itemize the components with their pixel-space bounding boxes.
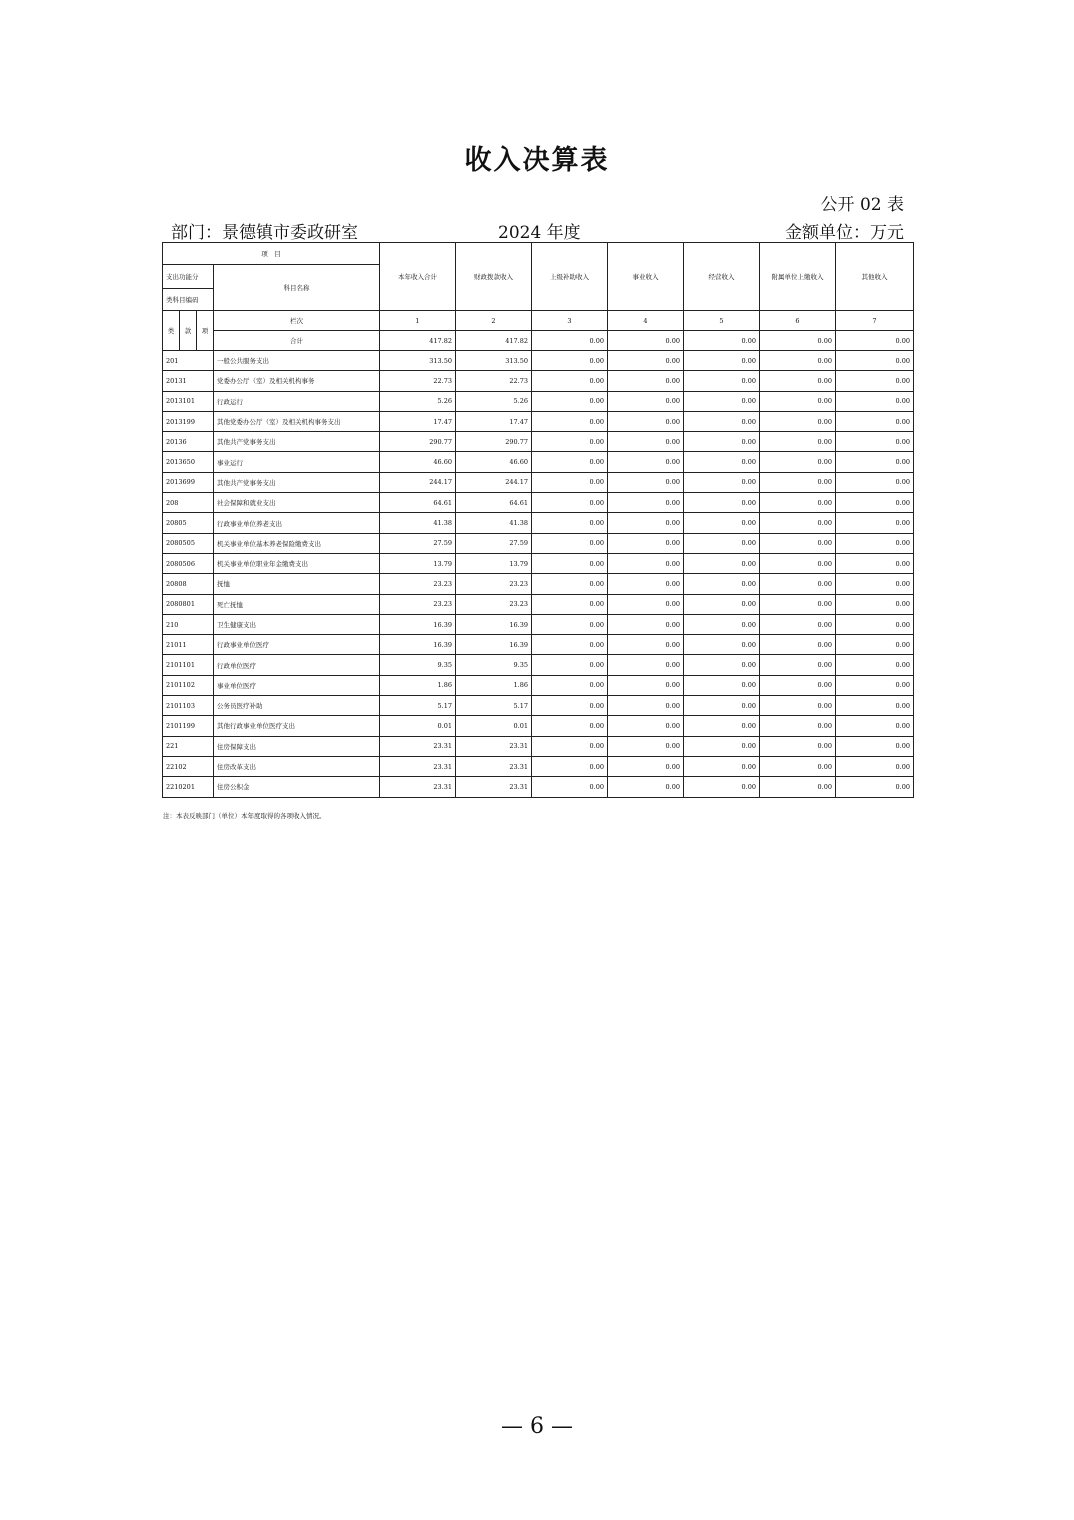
col-number: 4 (608, 311, 684, 331)
amount-cell: 0.00 (760, 472, 836, 492)
amount-cell: 0.00 (608, 675, 684, 695)
amount-cell: 0.00 (532, 635, 608, 655)
amount-cell: 0.00 (836, 777, 914, 797)
table-row (163, 432, 914, 452)
amount-cell: 0.00 (684, 716, 760, 736)
subject-code: 201 (163, 351, 214, 371)
amount-cell: 0.00 (532, 614, 608, 634)
amount-cell: 16.39 (456, 635, 532, 655)
amount-cell: 27.59 (456, 533, 532, 553)
amount-cell: 0.00 (836, 351, 914, 371)
amount-cell: 0.00 (532, 432, 608, 452)
amount-cell: 0.00 (760, 493, 836, 513)
amount-cell: 0.00 (760, 777, 836, 797)
amount-cell: 23.31 (456, 777, 532, 797)
table-code: 公开 02 表 (820, 195, 904, 215)
amount-cell: 0.00 (760, 574, 836, 594)
subject-name: 行政运行 (214, 391, 380, 411)
kuan-header: 款 (180, 311, 197, 351)
table-row (163, 493, 914, 513)
amount-cell: 0.00 (608, 411, 684, 431)
amount-cell: 0.00 (608, 493, 684, 513)
subject-name: 其他共产党事务支出 (214, 472, 380, 492)
amount-cell: 5.26 (380, 391, 456, 411)
func-class-header-2: 类科目编码 (163, 289, 214, 311)
amount-cell: 0.00 (836, 371, 914, 391)
amount-cell: 64.61 (456, 493, 532, 513)
subject-name-header: 科目名称 (214, 265, 380, 311)
total-value: 0.00 (684, 331, 760, 351)
amount-cell: 13.79 (456, 553, 532, 573)
page-number: — 6 — (501, 1414, 573, 1439)
total-value: 417.82 (456, 331, 532, 351)
amount-cell: 0.00 (836, 655, 914, 675)
col-header-1: 本年收入合计 (380, 243, 456, 311)
subject-name: 行政单位医疗 (214, 655, 380, 675)
subject-code: 2080506 (163, 553, 214, 573)
subject-code: 2101102 (163, 675, 214, 695)
amount-cell: 9.35 (380, 655, 456, 675)
amount-cell: 0.00 (532, 675, 608, 695)
amount-cell: 5.26 (456, 391, 532, 411)
subject-code: 2101101 (163, 655, 214, 675)
amount-cell: 0.00 (532, 756, 608, 776)
table-row (163, 777, 914, 797)
table-row (163, 675, 914, 695)
amount-cell: 0.00 (836, 493, 914, 513)
amount-cell: 0.00 (836, 736, 914, 756)
amount-cell: 0.00 (532, 513, 608, 533)
subject-code: 2101103 (163, 696, 214, 716)
col-number: 6 (760, 311, 836, 331)
amount-cell: 290.77 (456, 432, 532, 452)
col-number: 1 (380, 311, 456, 331)
col-header-2: 财政拨款收入 (456, 243, 532, 311)
amount-cell: 23.23 (380, 574, 456, 594)
table-row (163, 371, 914, 391)
amount-cell: 0.00 (836, 675, 914, 695)
subject-name: 一般公共服务支出 (214, 351, 380, 371)
col-header-4: 事业收入 (608, 243, 684, 311)
table-row (163, 411, 914, 431)
amount-cell: 0.00 (608, 635, 684, 655)
amount-cell: 313.50 (380, 351, 456, 371)
project-header: 项 目 (163, 243, 380, 265)
amount-cell: 0.00 (608, 655, 684, 675)
subject-code: 210 (163, 614, 214, 634)
amount-cell: 290.77 (380, 432, 456, 452)
subject-code: 2013650 (163, 452, 214, 472)
table-note: 注：本表反映部门（单位）本年度取得的各项收入情况。 (163, 812, 326, 820)
amount-cell: 0.00 (608, 696, 684, 716)
amount-cell: 46.60 (380, 452, 456, 472)
amount-cell: 0.00 (684, 614, 760, 634)
subject-name: 住房保障支出 (214, 736, 380, 756)
subject-code: 2013699 (163, 472, 214, 492)
subject-code: 20136 (163, 432, 214, 452)
amount-cell: 0.00 (684, 493, 760, 513)
amount-cell: 0.00 (684, 351, 760, 371)
amount-cell: 0.00 (836, 452, 914, 472)
amount-cell: 0.01 (380, 716, 456, 736)
amount-cell: 0.00 (684, 736, 760, 756)
amount-cell: 13.79 (380, 553, 456, 573)
amount-cell: 0.00 (532, 533, 608, 553)
amount-cell: 313.50 (456, 351, 532, 371)
table-row (163, 452, 914, 472)
amount-cell: 0.00 (684, 533, 760, 553)
table-row (163, 533, 914, 553)
amount-cell: 0.00 (760, 696, 836, 716)
fiscal-year: 2024 年度 (498, 223, 581, 243)
amount-cell: 0.00 (684, 513, 760, 533)
amount-cell: 0.00 (760, 371, 836, 391)
amount-cell: 0.00 (532, 696, 608, 716)
amount-cell: 0.00 (836, 391, 914, 411)
income-table (162, 242, 914, 798)
amount-cell: 0.00 (532, 472, 608, 492)
amount-cell: 64.61 (380, 493, 456, 513)
amount-cell: 1.86 (456, 675, 532, 695)
table-row (163, 716, 914, 736)
table-row (163, 635, 914, 655)
amount-cell: 16.39 (380, 614, 456, 634)
amount-cell: 23.23 (456, 594, 532, 614)
amount-cell: 0.00 (684, 452, 760, 472)
amount-cell: 0.00 (532, 371, 608, 391)
subject-name: 卫生健康支出 (214, 614, 380, 634)
amount-cell: 0.00 (608, 594, 684, 614)
amount-cell: 0.00 (760, 675, 836, 695)
amount-cell: 0.00 (836, 594, 914, 614)
subject-name: 机关事业单位基本养老保险缴费支出 (214, 533, 380, 553)
total-value: 0.00 (608, 331, 684, 351)
amount-cell: 0.00 (532, 411, 608, 431)
amount-cell: 0.00 (760, 391, 836, 411)
table-row (163, 655, 914, 675)
amount-cell: 0.00 (608, 777, 684, 797)
amount-cell: 17.47 (380, 411, 456, 431)
amount-cell: 0.00 (684, 391, 760, 411)
amount-cell: 0.00 (836, 553, 914, 573)
amount-cell: 0.00 (760, 432, 836, 452)
amount-cell: 0.00 (836, 472, 914, 492)
amount-cell: 5.17 (456, 696, 532, 716)
col-number: 2 (456, 311, 532, 331)
subject-code: 2013101 (163, 391, 214, 411)
amount-cell: 0.00 (608, 452, 684, 472)
amount-cell: 0.00 (608, 432, 684, 452)
amount-cell: 46.60 (456, 452, 532, 472)
total-value: 417.82 (380, 331, 456, 351)
amount-cell: 0.00 (760, 756, 836, 776)
col-header-3: 上级补助收入 (532, 243, 608, 311)
subject-code: 20805 (163, 513, 214, 533)
amount-cell: 5.17 (380, 696, 456, 716)
subject-name: 机关事业单位职业年金缴费支出 (214, 553, 380, 573)
amount-cell: 0.00 (836, 533, 914, 553)
amount-cell: 23.23 (456, 574, 532, 594)
amount-cell: 0.00 (608, 391, 684, 411)
table-row (163, 696, 914, 716)
amount-cell: 0.00 (836, 756, 914, 776)
subject-name: 其他共产党事务支出 (214, 432, 380, 452)
amount-cell: 0.00 (684, 411, 760, 431)
amount-cell: 0.00 (684, 594, 760, 614)
subject-code: 2210201 (163, 777, 214, 797)
subject-name: 党委办公厅（室）及相关机构事务 (214, 371, 380, 391)
col-header-6: 附属单位上缴收入 (760, 243, 836, 311)
amount-cell: 0.00 (760, 716, 836, 736)
col-header-5: 经营收入 (684, 243, 760, 311)
amount-cell: 0.00 (836, 614, 914, 634)
subject-code: 2080505 (163, 533, 214, 553)
amount-cell: 0.00 (608, 553, 684, 573)
amount-cell: 23.23 (380, 594, 456, 614)
amount-cell: 0.00 (760, 513, 836, 533)
amount-cell: 0.00 (836, 432, 914, 452)
amount-cell: 0.00 (608, 756, 684, 776)
amount-cell: 0.00 (532, 777, 608, 797)
amount-cell: 244.17 (380, 472, 456, 492)
subject-name: 住房公积金 (214, 777, 380, 797)
amount-cell: 0.00 (684, 777, 760, 797)
subject-name: 住房改革支出 (214, 756, 380, 776)
amount-cell: 0.00 (760, 635, 836, 655)
amount-cell: 0.00 (684, 696, 760, 716)
amount-cell: 0.00 (684, 574, 760, 594)
amount-cell: 0.00 (532, 452, 608, 472)
amount-cell: 0.00 (608, 472, 684, 492)
subject-name: 行政事业单位养老支出 (214, 513, 380, 533)
amount-cell: 0.00 (532, 553, 608, 573)
xiang-header: 项 (197, 311, 214, 351)
amount-cell: 23.31 (456, 756, 532, 776)
total-value: 0.00 (760, 331, 836, 351)
amount-cell: 0.01 (456, 716, 532, 736)
amount-cell: 0.00 (532, 391, 608, 411)
amount-cell: 22.73 (456, 371, 532, 391)
amount-unit: 金额单位：万元 (785, 223, 904, 243)
subject-code: 22102 (163, 756, 214, 776)
subject-code: 2013199 (163, 411, 214, 431)
amount-cell: 0.00 (836, 696, 914, 716)
subject-code: 20131 (163, 371, 214, 391)
amount-cell: 0.00 (836, 635, 914, 655)
amount-cell: 0.00 (760, 553, 836, 573)
amount-cell: 0.00 (684, 553, 760, 573)
amount-cell: 0.00 (760, 655, 836, 675)
table-row (163, 736, 914, 756)
amount-cell: 0.00 (836, 574, 914, 594)
subject-code: 2101199 (163, 716, 214, 736)
subject-code: 21011 (163, 635, 214, 655)
amount-cell: 16.39 (456, 614, 532, 634)
amount-cell: 23.31 (380, 756, 456, 776)
amount-cell: 0.00 (608, 716, 684, 736)
amount-cell: 0.00 (760, 594, 836, 614)
amount-cell: 41.38 (456, 513, 532, 533)
amount-cell: 0.00 (760, 452, 836, 472)
table-row (163, 351, 914, 371)
col-number: 5 (684, 311, 760, 331)
amount-cell: 0.00 (608, 351, 684, 371)
table-row (163, 513, 914, 533)
table-row (163, 391, 914, 411)
subject-name: 行政事业单位医疗 (214, 635, 380, 655)
lei-header: 类 (163, 311, 180, 351)
amount-cell: 16.39 (380, 635, 456, 655)
amount-cell: 0.00 (608, 736, 684, 756)
amount-cell: 23.31 (380, 777, 456, 797)
subject-name: 死亡抚恤 (214, 594, 380, 614)
amount-cell: 0.00 (532, 351, 608, 371)
amount-cell: 0.00 (760, 533, 836, 553)
amount-cell: 0.00 (684, 756, 760, 776)
table-row (163, 594, 914, 614)
subject-code: 20808 (163, 574, 214, 594)
total-label: 合计 (214, 331, 380, 351)
amount-cell: 0.00 (684, 675, 760, 695)
table-row (163, 574, 914, 594)
amount-cell: 23.31 (380, 736, 456, 756)
amount-cell: 0.00 (532, 716, 608, 736)
department-label: 部门：景德镇市委政研室 (171, 223, 358, 243)
amount-cell: 0.00 (532, 574, 608, 594)
amount-cell: 244.17 (456, 472, 532, 492)
subject-code: 2080801 (163, 594, 214, 614)
amount-cell: 0.00 (760, 411, 836, 431)
amount-cell: 17.47 (456, 411, 532, 431)
func-class-header-1: 支出功能分 (163, 265, 214, 289)
amount-cell: 0.00 (532, 594, 608, 614)
amount-cell: 9.35 (456, 655, 532, 675)
amount-cell: 0.00 (684, 472, 760, 492)
amount-cell: 0.00 (608, 533, 684, 553)
amount-cell: 0.00 (760, 351, 836, 371)
subject-name: 其他党委办公厅（室）及相关机构事务支出 (214, 411, 380, 431)
amount-cell: 0.00 (608, 614, 684, 634)
amount-cell: 0.00 (760, 614, 836, 634)
amount-cell: 22.73 (380, 371, 456, 391)
subject-name: 其他行政事业单位医疗支出 (214, 716, 380, 736)
subject-code: 221 (163, 736, 214, 756)
subject-name: 公务员医疗补助 (214, 696, 380, 716)
table-row (163, 756, 914, 776)
table-row (163, 614, 914, 634)
col-header-7: 其他收入 (836, 243, 914, 311)
col-number: 3 (532, 311, 608, 331)
amount-cell: 0.00 (836, 716, 914, 736)
amount-cell: 0.00 (608, 371, 684, 391)
amount-cell: 0.00 (836, 513, 914, 533)
amount-cell: 0.00 (684, 432, 760, 452)
total-value: 0.00 (532, 331, 608, 351)
amount-cell: 23.31 (456, 736, 532, 756)
amount-cell: 0.00 (532, 655, 608, 675)
amount-cell: 0.00 (836, 411, 914, 431)
subject-name: 抚恤 (214, 574, 380, 594)
subject-name: 事业单位医疗 (214, 675, 380, 695)
page-title: 收入决算表 (464, 145, 610, 176)
subject-name: 事业运行 (214, 452, 380, 472)
lanci-label: 栏次 (214, 311, 380, 331)
amount-cell: 27.59 (380, 533, 456, 553)
amount-cell: 0.00 (760, 736, 836, 756)
table-row (163, 472, 914, 492)
amount-cell: 0.00 (608, 513, 684, 533)
total-value: 0.00 (836, 331, 914, 351)
amount-cell: 1.86 (380, 675, 456, 695)
subject-name: 社会保障和就业支出 (214, 493, 380, 513)
amount-cell: 0.00 (684, 371, 760, 391)
amount-cell: 0.00 (684, 635, 760, 655)
amount-cell: 0.00 (532, 493, 608, 513)
amount-cell: 0.00 (532, 736, 608, 756)
amount-cell: 0.00 (608, 574, 684, 594)
subject-code: 208 (163, 493, 214, 513)
table-row (163, 553, 914, 573)
col-number: 7 (836, 311, 914, 331)
amount-cell: 41.38 (380, 513, 456, 533)
amount-cell: 0.00 (684, 655, 760, 675)
